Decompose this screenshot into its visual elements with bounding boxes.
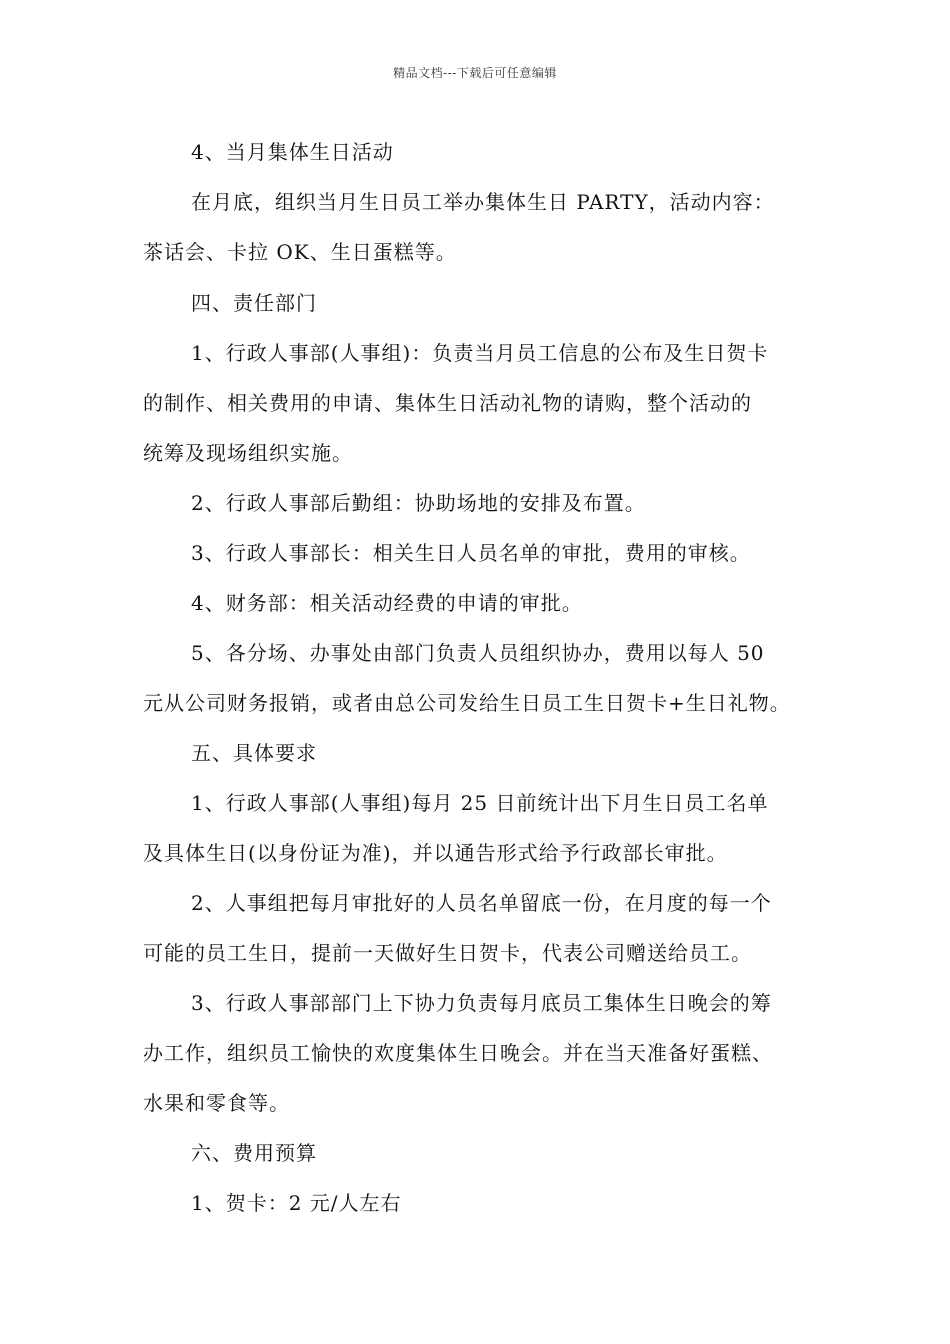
paragraph-line: 在月底，组织当月生日员工举办集体生日 PARTY，活动内容： — [191, 190, 775, 214]
paragraph-line: 2、行政人事部后勤组：协助场地的安排及布置。 — [191, 491, 646, 515]
page-header: 精品文档---下载后可任意编辑 — [393, 66, 557, 80]
section-item-heading: 4、当月集体生日活动 — [191, 140, 394, 164]
section-heading: 六、费用预算 — [191, 1141, 317, 1165]
paragraph-line: 统筹及现场组织实施。 — [143, 441, 353, 465]
paragraph-line: 5、各分场、办事处由部门负责人员组织协办，费用以每人 50 — [191, 641, 765, 665]
paragraph-line: 2、人事组把每月审批好的人员名单留底一份，在月度的每一个 — [191, 891, 772, 915]
paragraph-line: 3、行政人事部部门上下协力负责每月底员工集体生日晚会的筹 — [191, 991, 772, 1015]
paragraph-line: 4、财务部：相关活动经费的申请的审批。 — [191, 591, 583, 615]
paragraph-line: 1、行政人事部(人事组)：负责当月员工信息的公布及生日贺卡 — [191, 341, 769, 365]
paragraph-line: 及具体生日(以身份证为准)，并以通告形式给予行政部长审批。 — [143, 841, 728, 865]
paragraph-line: 茶话会、卡拉 OK、生日蛋糕等。 — [143, 240, 457, 264]
paragraph-line: 水果和零食等。 — [143, 1091, 290, 1115]
paragraph-line: 1、行政人事部(人事组)每月 25 日前统计出下月生日员工名单 — [191, 791, 769, 815]
paragraph-line: 1、贺卡：2 元/人左右 — [191, 1191, 402, 1215]
paragraph-line: 3、行政人事部长：相关生日人员名单的审批，费用的审核。 — [191, 541, 751, 565]
paragraph-line: 办工作，组织员工愉快的欢度集体生日晚会。并在当天准备好蛋糕、 — [143, 1041, 773, 1065]
section-heading: 四、责任部门 — [191, 291, 317, 315]
paragraph-line: 的制作、相关费用的申请、集体生日活动礼物的请购，整个活动的 — [143, 391, 752, 415]
paragraph-line: 元从公司财务报销，或者由总公司发给生日员工生日贺卡+生日礼物。 — [143, 691, 791, 715]
paragraph-line: 可能的员工生日，提前一天做好生日贺卡，代表公司赠送给员工。 — [143, 941, 752, 965]
section-heading: 五、具体要求 — [191, 741, 317, 765]
